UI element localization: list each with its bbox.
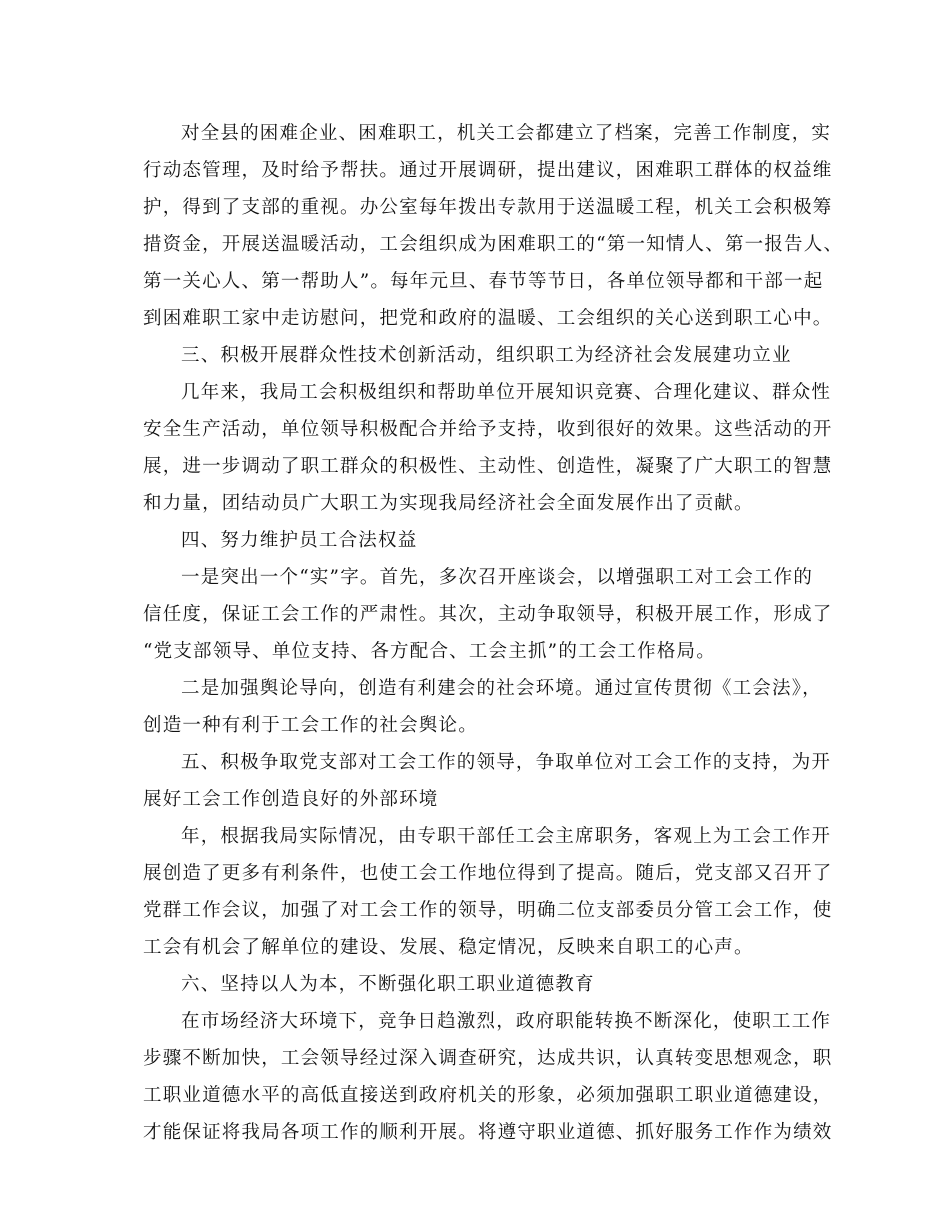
- heading-line: 五、积极争取党支部对工会工作的领导，争取单位对工会工作的支持，为开: [181, 752, 832, 773]
- text-line: 行动态管理，及时给予帮扶。通过开展调研，提出建议，困难职工群体的权益维: [143, 160, 833, 181]
- paragraph-support-for-needy-workers: [143, 115, 844, 337]
- text-line: 一是突出一个“实”字。首先，多次召开座谈会，以增强职工对工会工作的: [181, 567, 814, 588]
- paragraph-leadership-support: [143, 818, 833, 966]
- paragraph-second-point: [143, 670, 822, 744]
- section-heading-5: [143, 744, 832, 818]
- paragraph-innovation-activities: [143, 374, 833, 522]
- paragraph-professional-ethics: [143, 1003, 833, 1151]
- text-line: “党支部领导、单位支持、各方配合、工会主抓”的工会工作格局。: [143, 641, 716, 662]
- text-line: 第一关心人、第一帮助人”。每年元旦、春节等节日，各单位领导都和干部一起: [143, 271, 824, 292]
- text-line: 对全县的困难企业、困难职工，机关工会都建立了档案，完善工作制度，实: [181, 123, 832, 144]
- section-heading-6: [143, 966, 803, 1003]
- text-line: 信任度，保证工会工作的严肃性。其次，主动争取领导，积极开展工作，形成了: [143, 604, 833, 625]
- section-heading-4: [143, 522, 803, 559]
- heading-line: 四、努力维护员工合法权益: [181, 530, 418, 551]
- text-line: 和力量，团结动员广大职工为实现我局经济社会全面发展作出了贡献。: [143, 493, 754, 514]
- text-line: 年，根据我局实际情况，由专职干部任工会主席职务，客观上为工会工作开: [181, 826, 832, 847]
- text-line: 创造一种有利于工会工作的社会舆论。: [143, 715, 478, 736]
- heading-line: 三、积极开展群众性技术创新活动，组织职工为经济社会发展建功立业: [181, 345, 792, 366]
- text-line: 步骤不断加快，工会领导经过深入调查研究，达成共识，认真转变思想观念，职: [143, 1048, 833, 1069]
- text-line: 才能保证将我局各项工作的顺利开展。将遵守职业道德、抓好服务工作作为绩效: [143, 1122, 833, 1143]
- text-line: 工会有机会了解单位的建设、发展、稳定情况，反映来自职工的心声。: [143, 937, 754, 958]
- text-line: 措资金，开展送温暖活动，工会组织成为困难职工的“第一知情人、第一报告人、: [143, 234, 844, 255]
- heading-line: 六、坚持以人为本，不断强化职工职业道德教育: [181, 974, 595, 995]
- text-line: 在市场经济大环境下，竞争日趋激烈，政府职能转换不断深化，使职工工作: [181, 1011, 832, 1032]
- text-line: 护，得到了支部的重视。办公室每年拨出专款用于送温暖工程，机关工会积极筹: [143, 197, 833, 218]
- text-line: 二是加强舆论导向，创造有利建会的社会环境。通过宣传贯彻《工会法》，: [181, 678, 822, 699]
- document-body: [143, 115, 844, 1151]
- text-line: 几年来，我局工会积极组织和帮助单位开展知识竞赛、合理化建议、群众性: [181, 382, 832, 403]
- text-line: 党群工作会议，加强了对工会工作的领导，明确二位支部委员分管工会工作，使: [143, 900, 833, 921]
- text-line: 展创造了更多有利条件，也使工会工作地位得到了提高。随后，党支部又召开了: [143, 863, 833, 884]
- section-heading-3: [143, 337, 803, 374]
- text-line: 安全生产活动，单位领导积极配合并给予支持，收到很好的效果。这些活动的开: [143, 419, 833, 440]
- text-line: 到困难职工家中走访慰问，把党和政府的温暖、工会组织的关心送到职工心中。: [143, 308, 833, 329]
- text-line: 工职业道德水平的高低直接送到政府机关的形象，必须加强职工职业道德建设，: [143, 1085, 833, 1106]
- heading-line: 展好工会工作创造良好的外部环境: [143, 789, 439, 810]
- text-line: 展，进一步调动了职工群众的积极性、主动性、创造性，凝聚了广大职工的智慧: [143, 456, 833, 477]
- paragraph-first-point: [143, 559, 833, 670]
